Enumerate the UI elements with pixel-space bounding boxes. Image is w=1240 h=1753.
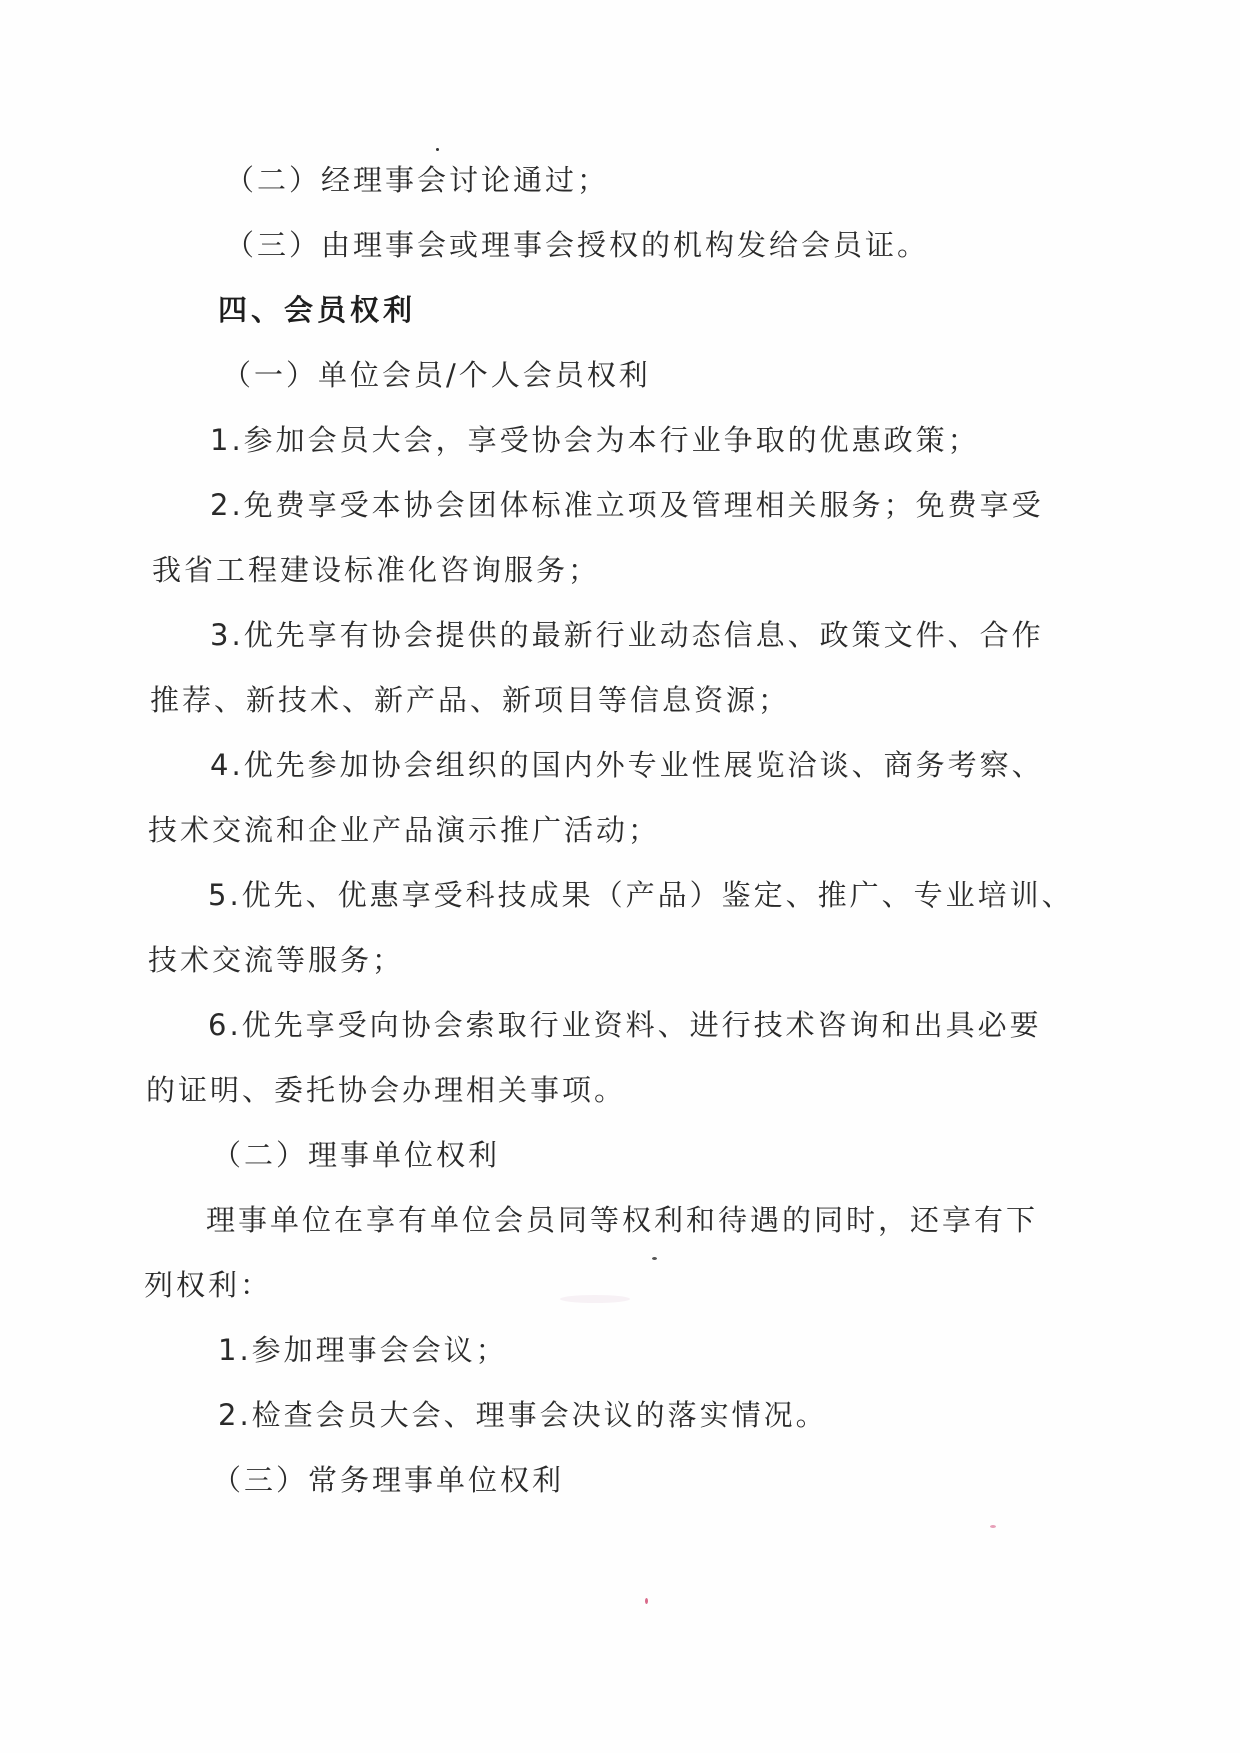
clause-line: （二）经理事会讨论通过； [225, 163, 610, 197]
list-item: 6.优先享受向协会索取行业资料、进行技术咨询和出具必要 [208, 1008, 1042, 1042]
list-item: 4.优先参加协会组织的国内外专业性展览洽谈、商务考察、 [210, 748, 1044, 782]
list-item-continuation: 的证明、委托协会办理相关事项。 [146, 1073, 627, 1107]
clause-line: （三）由理事会或理事会授权的机构发给会员证。 [225, 228, 930, 262]
subsection-heading: （二）理事单位权利 [212, 1138, 501, 1172]
scan-speck [436, 148, 439, 151]
list-item-continuation: 技术交流等服务； [148, 943, 405, 977]
list-item: 5.优先、优惠享受科技成果（产品）鉴定、推广、专业培训、 [208, 878, 1074, 912]
list-item: 3.优先享有协会提供的最新行业动态信息、政策文件、合作 [210, 618, 1044, 652]
scan-speck [645, 1598, 648, 1604]
list-item-continuation: 我省工程建设标准化咨询服务； [152, 553, 601, 587]
paragraph-line: 理事单位在享有单位会员同等权利和待遇的同时，还享有下 [206, 1203, 1039, 1237]
scan-smudge [560, 1295, 630, 1303]
scan-speck [990, 1525, 996, 1528]
paragraph-line: 列权利： [144, 1268, 273, 1302]
scan-speck [652, 1257, 657, 1260]
list-item-continuation: 技术交流和企业产品演示推广活动； [148, 813, 661, 847]
list-item: 2.免费享受本协会团体标准立项及管理相关服务；免费享受 [210, 488, 1044, 522]
subsection-heading: （一）单位会员/个人会员权利 [222, 358, 651, 392]
list-item-continuation: 推荐、新技术、新产品、新项目等信息资源； [150, 683, 791, 717]
section-heading: 四、会员权利 [218, 293, 417, 327]
list-item: 1.参加理事会会议； [218, 1333, 508, 1367]
list-item: 1.参加会员大会，享受协会为本行业争取的优惠政策； [210, 423, 980, 457]
subsection-heading: （三）常务理事单位权利 [212, 1463, 565, 1497]
list-item: 2.检查会员大会、理事会决议的落实情况。 [218, 1398, 828, 1432]
